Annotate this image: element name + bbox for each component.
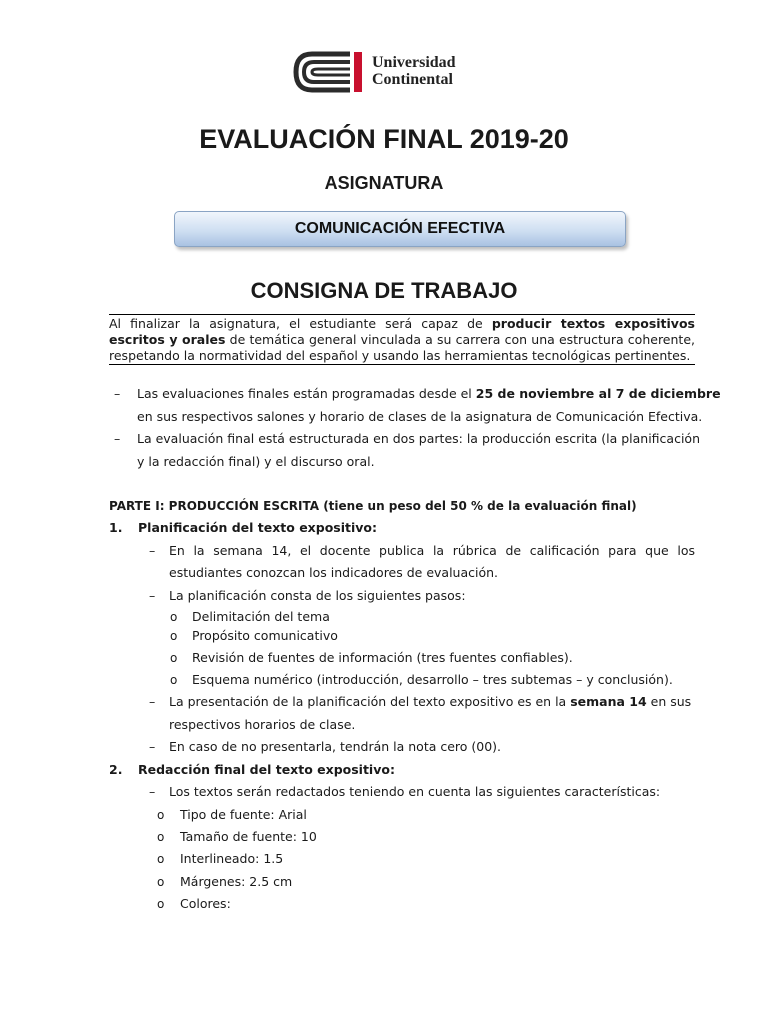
section-1-item-3-tail: en sus bbox=[646, 694, 692, 709]
dash-bullet: – bbox=[149, 543, 156, 558]
step-item: Esquema numérico (introducción, desarrollo – tres subtemas – y conclusión). bbox=[192, 672, 673, 687]
circle-bullet: o bbox=[157, 875, 165, 889]
circle-bullet: o bbox=[170, 651, 178, 665]
circle-bullet: o bbox=[170, 610, 178, 624]
general-item-1-dates: 25 de noviembre al 7 de diciembre bbox=[475, 386, 721, 401]
dash-bullet: – bbox=[149, 694, 156, 709]
section-2-number: 2. bbox=[109, 762, 123, 777]
circle-bullet: o bbox=[157, 852, 165, 866]
general-item-2-line-2: y la redacción final) y el discurso oral. bbox=[137, 454, 375, 469]
logo-line-2: Continental bbox=[372, 71, 453, 88]
general-item-1-cont: en sus respectivos salones y horario de clases de la asignatura de Comunicación Efectiva. bbox=[137, 409, 703, 424]
step-item: Propósito comunicativo bbox=[192, 628, 338, 643]
competence-bold: producir textos expositivos escritos y orales bbox=[109, 316, 695, 347]
step-item: Revisión de fuentes de información (tres fuentes confiables). bbox=[192, 650, 573, 665]
circle-bullet: o bbox=[157, 830, 165, 844]
logo-text bbox=[372, 54, 502, 88]
circle-bullet: o bbox=[157, 897, 165, 911]
circle-bullet: o bbox=[157, 808, 165, 822]
university-emblem-icon bbox=[292, 48, 364, 96]
feature-item: Tamaño de fuente: 10 bbox=[180, 829, 317, 844]
section-1-item-3-line-2: respectivos horarios de clase. bbox=[169, 717, 356, 732]
competence-text-1: Al finalizar la asignatura, el estudiante será capaz de bbox=[109, 316, 492, 331]
section-1-item-3-text: La presentación de la planificación del texto expositivo es en la bbox=[169, 694, 571, 709]
general-item-1-text: Las evaluaciones finales están programadas desde el bbox=[137, 386, 476, 401]
section-1-number: 1. bbox=[109, 520, 123, 535]
section-1-item-1-line-1: En la semana 14, el docente publica la rúbrica de calificación para que los bbox=[169, 543, 695, 558]
section-title: CONSIGNA DE TRABAJO bbox=[250, 278, 518, 303]
part-1-heading: PARTE I: PRODUCCIÓN ESCRITA (tiene un peso del 50 % de la evaluación final) bbox=[109, 499, 637, 513]
section-2-title: Redacción final del texto expositivo: bbox=[138, 762, 395, 777]
dash-bullet: – bbox=[114, 386, 121, 401]
feature-item: Interlineado: 1.5 bbox=[180, 851, 284, 866]
section-1-item-4: En caso de no presentarla, tendrán la nota cero (00). bbox=[169, 739, 502, 754]
section-1-title: Planificación del texto expositivo: bbox=[138, 520, 377, 535]
general-item-2-line-1: La evaluación final está estructurada en dos partes: la producción escrita (la planificación bbox=[137, 431, 700, 446]
circle-bullet: o bbox=[170, 629, 178, 643]
section-1-item-1-line-2: estudiantes conozcan los indicadores de evaluación. bbox=[169, 565, 499, 580]
dash-bullet: – bbox=[149, 739, 156, 754]
subject-label: ASIGNATURA bbox=[324, 173, 444, 193]
logo-line-1: Universidad bbox=[372, 54, 456, 71]
dash-bullet: – bbox=[149, 784, 156, 799]
competence-box bbox=[109, 314, 695, 365]
dash-bullet: – bbox=[114, 431, 121, 446]
course-name-banner: COMUNICACIÓN EFECTIVA bbox=[174, 211, 626, 247]
feature-item: Tipo de fuente: Arial bbox=[180, 807, 307, 822]
step-item: Delimitación del tema bbox=[192, 609, 330, 624]
feature-item: Colores: bbox=[180, 896, 231, 911]
section-2-item-1: Los textos serán redactados teniendo en cuenta las siguientes características: bbox=[169, 784, 661, 799]
section-1-item-3-line-1 bbox=[169, 694, 691, 710]
dash-bullet: – bbox=[149, 588, 156, 603]
competence-text-2: de temática general vinculada a su carrera con una estructura coherente, respetando la normatividad del español y usando las herramientas tecnológicas pertinentes. bbox=[109, 332, 695, 363]
section-1-item-2: La planificación consta de los siguientes pasos: bbox=[169, 588, 466, 603]
circle-bullet: o bbox=[170, 673, 178, 687]
section-1-item-3-week: semana 14 bbox=[570, 694, 647, 709]
exam-title: EVALUACIÓN FINAL 2019-20 bbox=[199, 124, 569, 154]
feature-item: Márgenes: 2.5 cm bbox=[180, 874, 293, 889]
university-logo bbox=[292, 48, 492, 98]
general-item-1 bbox=[137, 386, 721, 402]
